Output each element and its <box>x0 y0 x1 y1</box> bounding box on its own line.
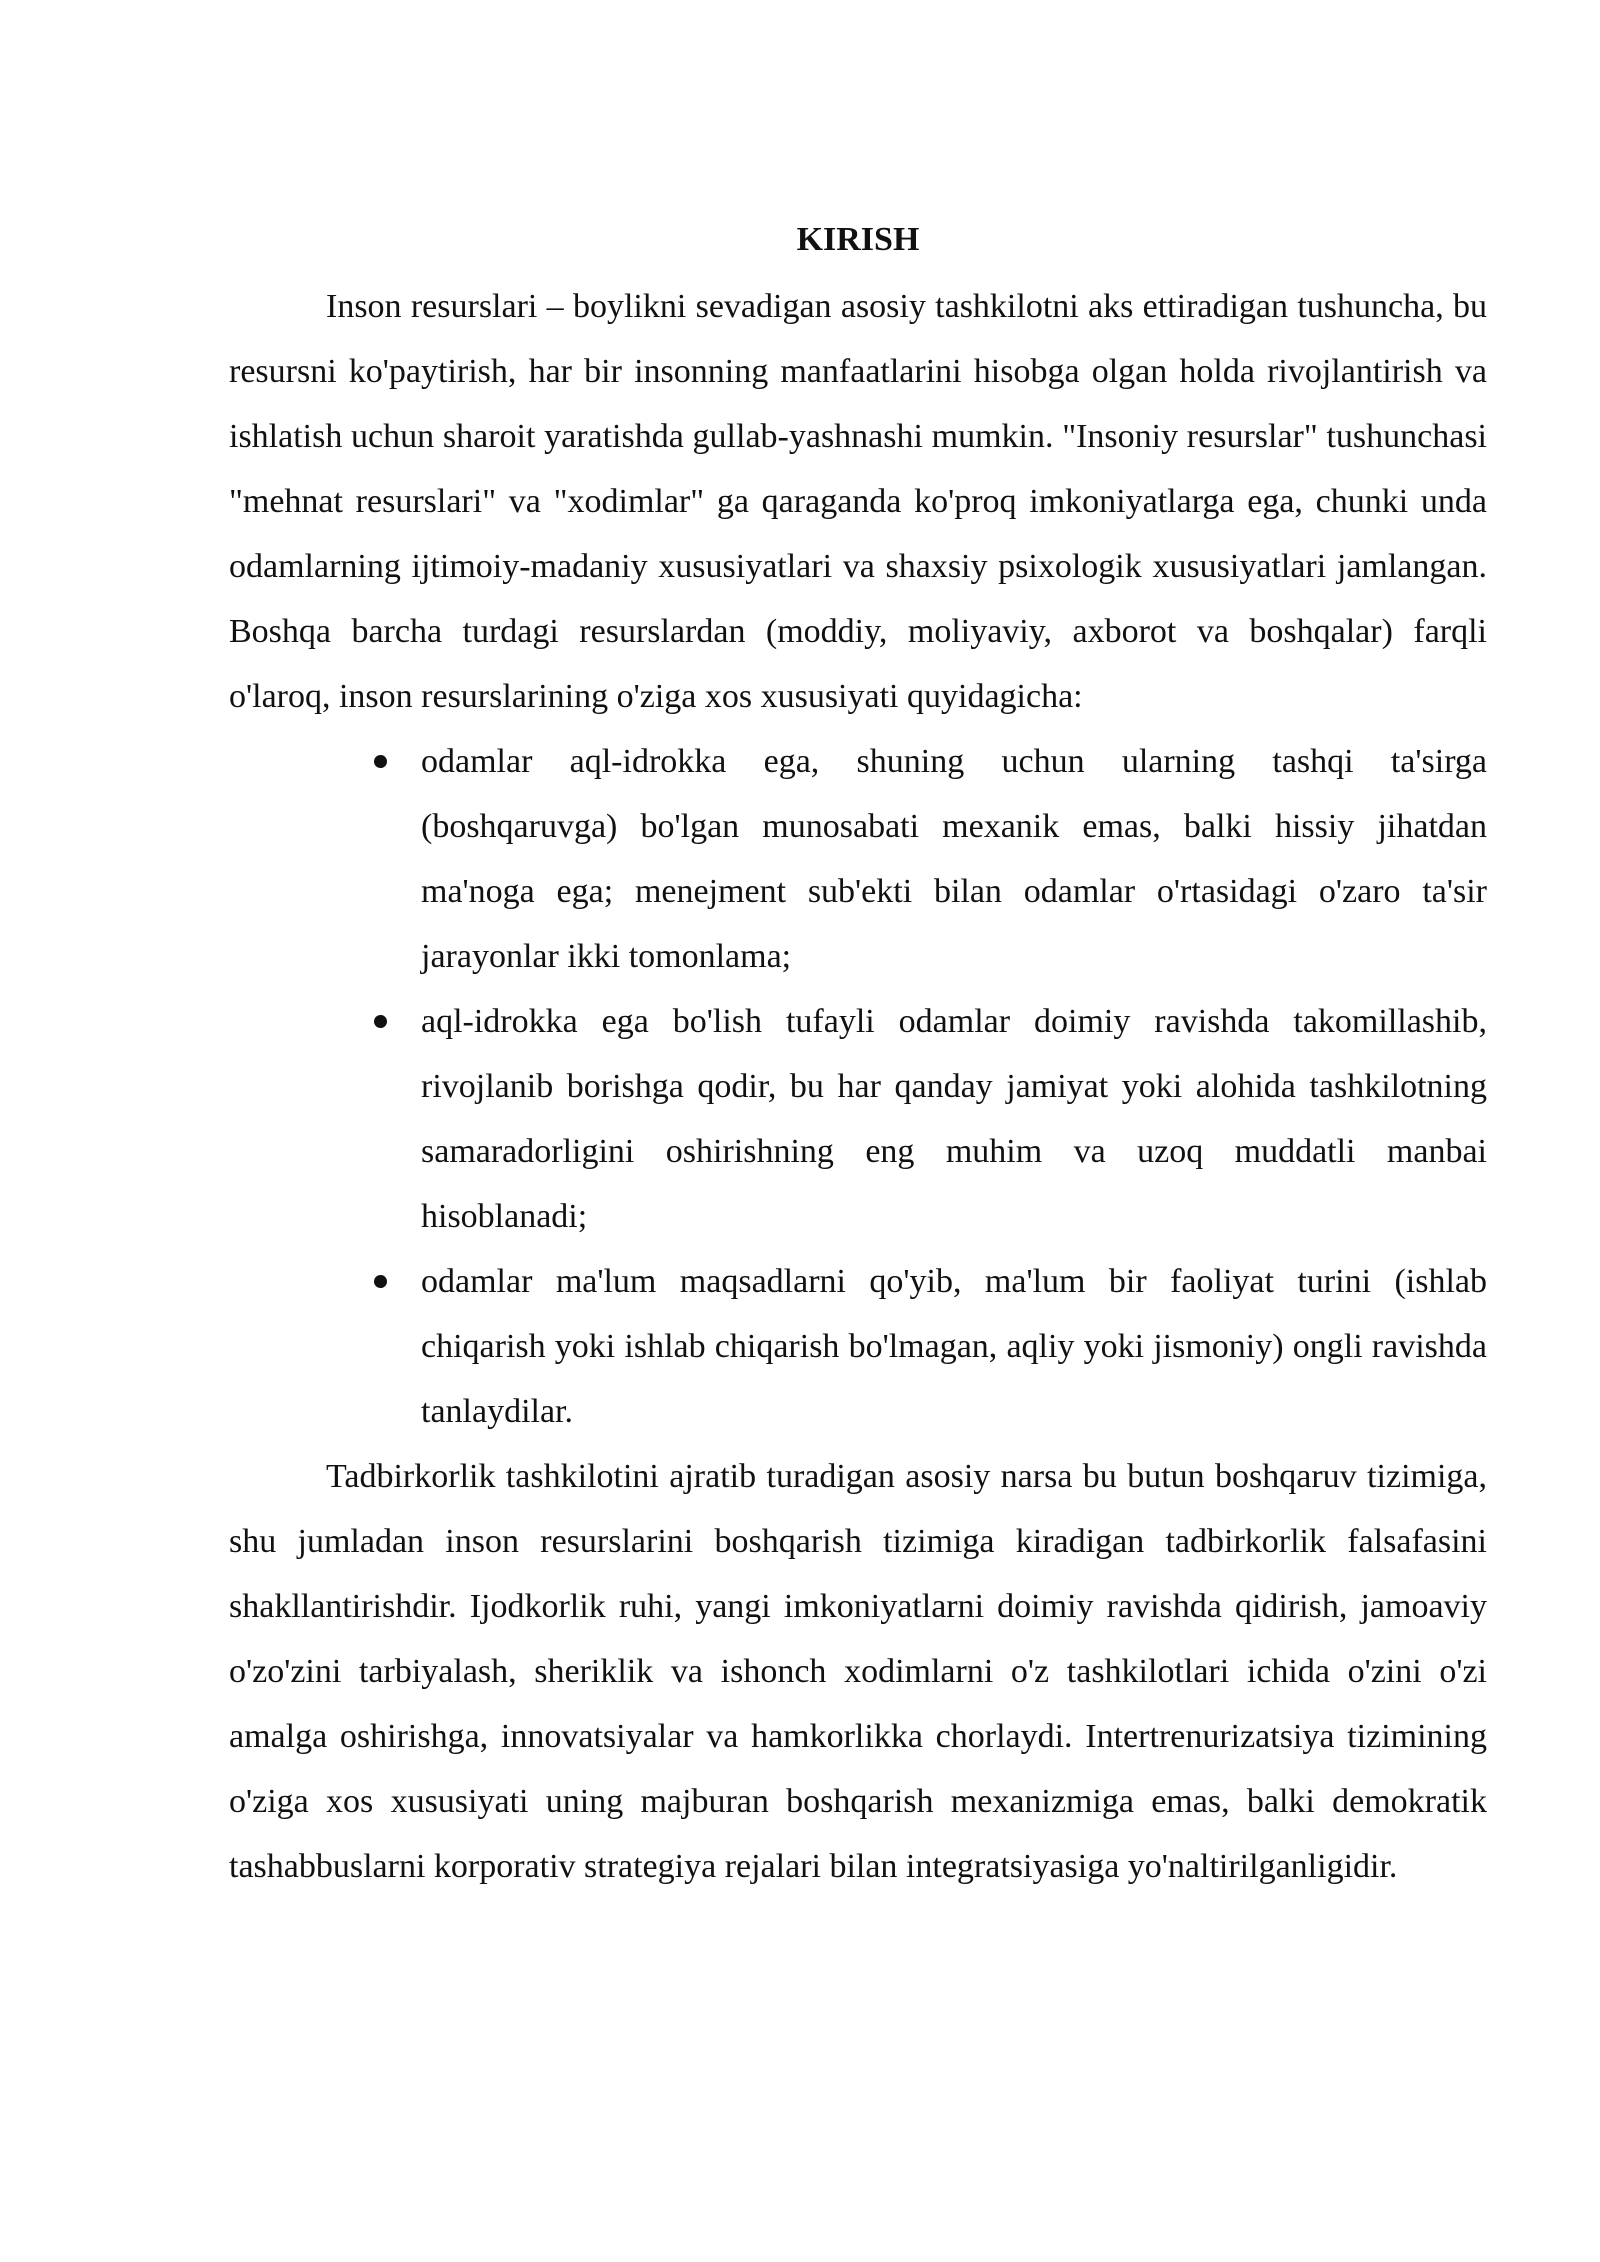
intro-paragraph: Inson resurslari – boylikni sevadigan asosiy tashkilotni aks ettiradigan tushuncha, bu resursni ko'paytirish, har bir insonning manfaatlarini hisobga olgan holda rivojlantirish va ishlatish uchun sharoit yaratishda gullab-yashnashi mumkin. "Insoniy resurslar" tushunchasi "mehnat resurslari" va "xodimlar" ga qaraganda ko'proq imkoniyatlarga ega, chunki unda odamlarning ijtimoiy-madaniy xususiyatlari va shaxsiy psixologik xususiyatlari jamlangan. Boshqa barcha turdagi resurslardan (moddiy, moliyaviy, axborot va boshqalar) farqli o'laroq, inson resurslarining o'ziga xos xususiyati quyidagicha: <box>229 288 1487 715</box>
features-list <box>229 729 1487 1444</box>
list-item <box>229 989 1487 1249</box>
document-body <box>229 214 1487 1899</box>
list-item <box>229 1249 1487 1444</box>
list-item <box>229 729 1487 989</box>
bullet-icon <box>374 1275 387 1288</box>
closing-paragraph: Tadbirkorlik tashkilotini ajratib turadigan asosiy narsa bu butun boshqaruv tizimiga, shu jumladan inson resurslarini boshqarish tizimiga kiradigan tadbirkorlik falsafasini shakllantirishdir. Ijodkorlik ruhi, yangi imkoniyatlarni doimiy ravishda qidirish, jamoaviy o'zo'zini tarbiyalash, sheriklik va ishonch xodimlarni o'z tashkilotlari ichida o'zini o'zi amalga oshirishga, innovatsiyalar va hamkorlikka chorlaydi. Intertrenurizatsiya tizimining o'ziga xos xususiyati uning majburan boshqarish mexanizmiga emas, balki demokratik tashabbuslarni korporativ strategiya rejalari bilan integratsiyasiga yo'naltirilganligidir. <box>229 1458 1487 1885</box>
list-item-text: odamlar ma'lum maqsadlarni qo'yib, ma'lum bir faoliyat turini (ishlab chiqarish yoki ishlab chiqarish bo'lmagan, aqliy yoki jismoniy) ongli ravishda tanlaydilar. <box>421 1263 1487 1430</box>
list-item-text: aql-idrokka ega bo'lish tufayli odamlar doimiy ravishda takomillashib, rivojlanib borishga qodir, bu har qanday jamiyat yoki alohida tashkilotning samaradorligini oshirishning eng muhim va uzoq muddatli manbai hisoblanadi; <box>421 1003 1487 1235</box>
bullet-icon <box>374 1015 387 1028</box>
page-title: KIRISH <box>796 221 920 258</box>
bullet-icon <box>374 755 387 768</box>
list-item-text: odamlar aql-idrokka ega, shuning uchun ularning tashqi ta'sirga (boshqaruvga) bo'lgan munosabati mexanik emas, balki hissiy jihatdan ma'noga ega; menejment sub'ekti bilan odamlar o'rtasidagi o'zaro ta'sir jarayonlar ikki tomonlama; <box>421 743 1487 975</box>
